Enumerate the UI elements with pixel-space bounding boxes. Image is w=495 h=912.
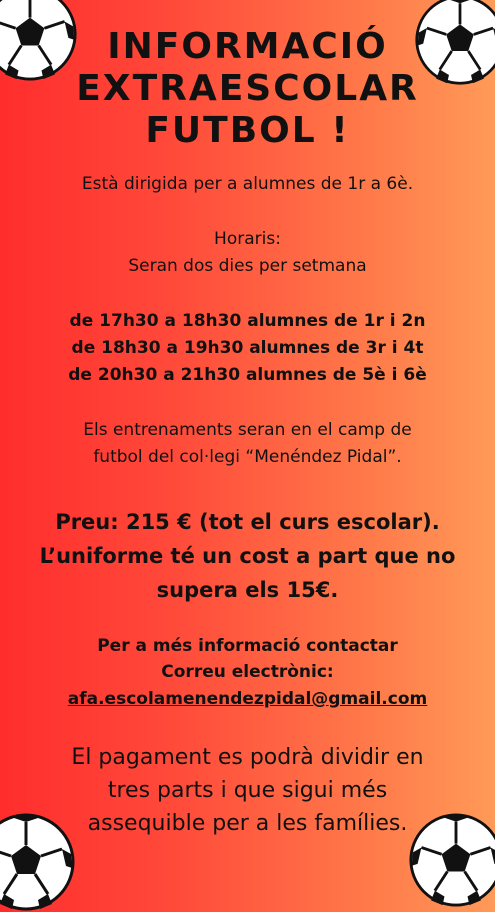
- horaris-days: Seran dos dies per setmana: [128, 256, 367, 276]
- schedule-slot: de 17h30 a 18h30 alumnes de 1r i 2n: [69, 311, 426, 331]
- horaris-label: Horaris:: [214, 229, 281, 249]
- intro-text: Està dirigida per a alumnes de 1r a 6è.: [81, 174, 414, 194]
- payment-text: assequible per a les famílies.: [87, 811, 408, 836]
- payment-text: tres parts i que sigui més: [107, 778, 388, 803]
- schedule-slot: de 18h30 a 19h30 alumnes de 3r i 4t: [71, 338, 424, 358]
- location-text: futbol del col·legi “Menéndez Pidal”.: [93, 447, 402, 467]
- contact-email-label: Correu electrònic:: [161, 662, 334, 682]
- schedule-slot: de 20h30 a 21h30 alumnes de 5è i 6è: [68, 365, 427, 385]
- payment-text: El pagament es podrà dividir en: [71, 745, 424, 770]
- title-line: EXTRAESCOLAR: [76, 68, 419, 109]
- price-text: Preu: 215 € (tot el curs escolar).: [55, 510, 440, 534]
- uniform-text: supera els 15€.: [156, 578, 339, 602]
- contact-text: Per a més informació contactar: [97, 636, 398, 656]
- page-title: [0, 26, 495, 152]
- contact-email-link[interactable]: afa.escolamenendezpidal@gmail.com: [67, 689, 428, 709]
- title-line: FUTBOL !: [145, 110, 350, 151]
- location-text: Els entrenaments seran en el camp de: [83, 420, 412, 440]
- title-line: INFORMACIÓ: [107, 26, 388, 67]
- uniform-text: L’uniforme té un cost a part que no: [39, 544, 456, 568]
